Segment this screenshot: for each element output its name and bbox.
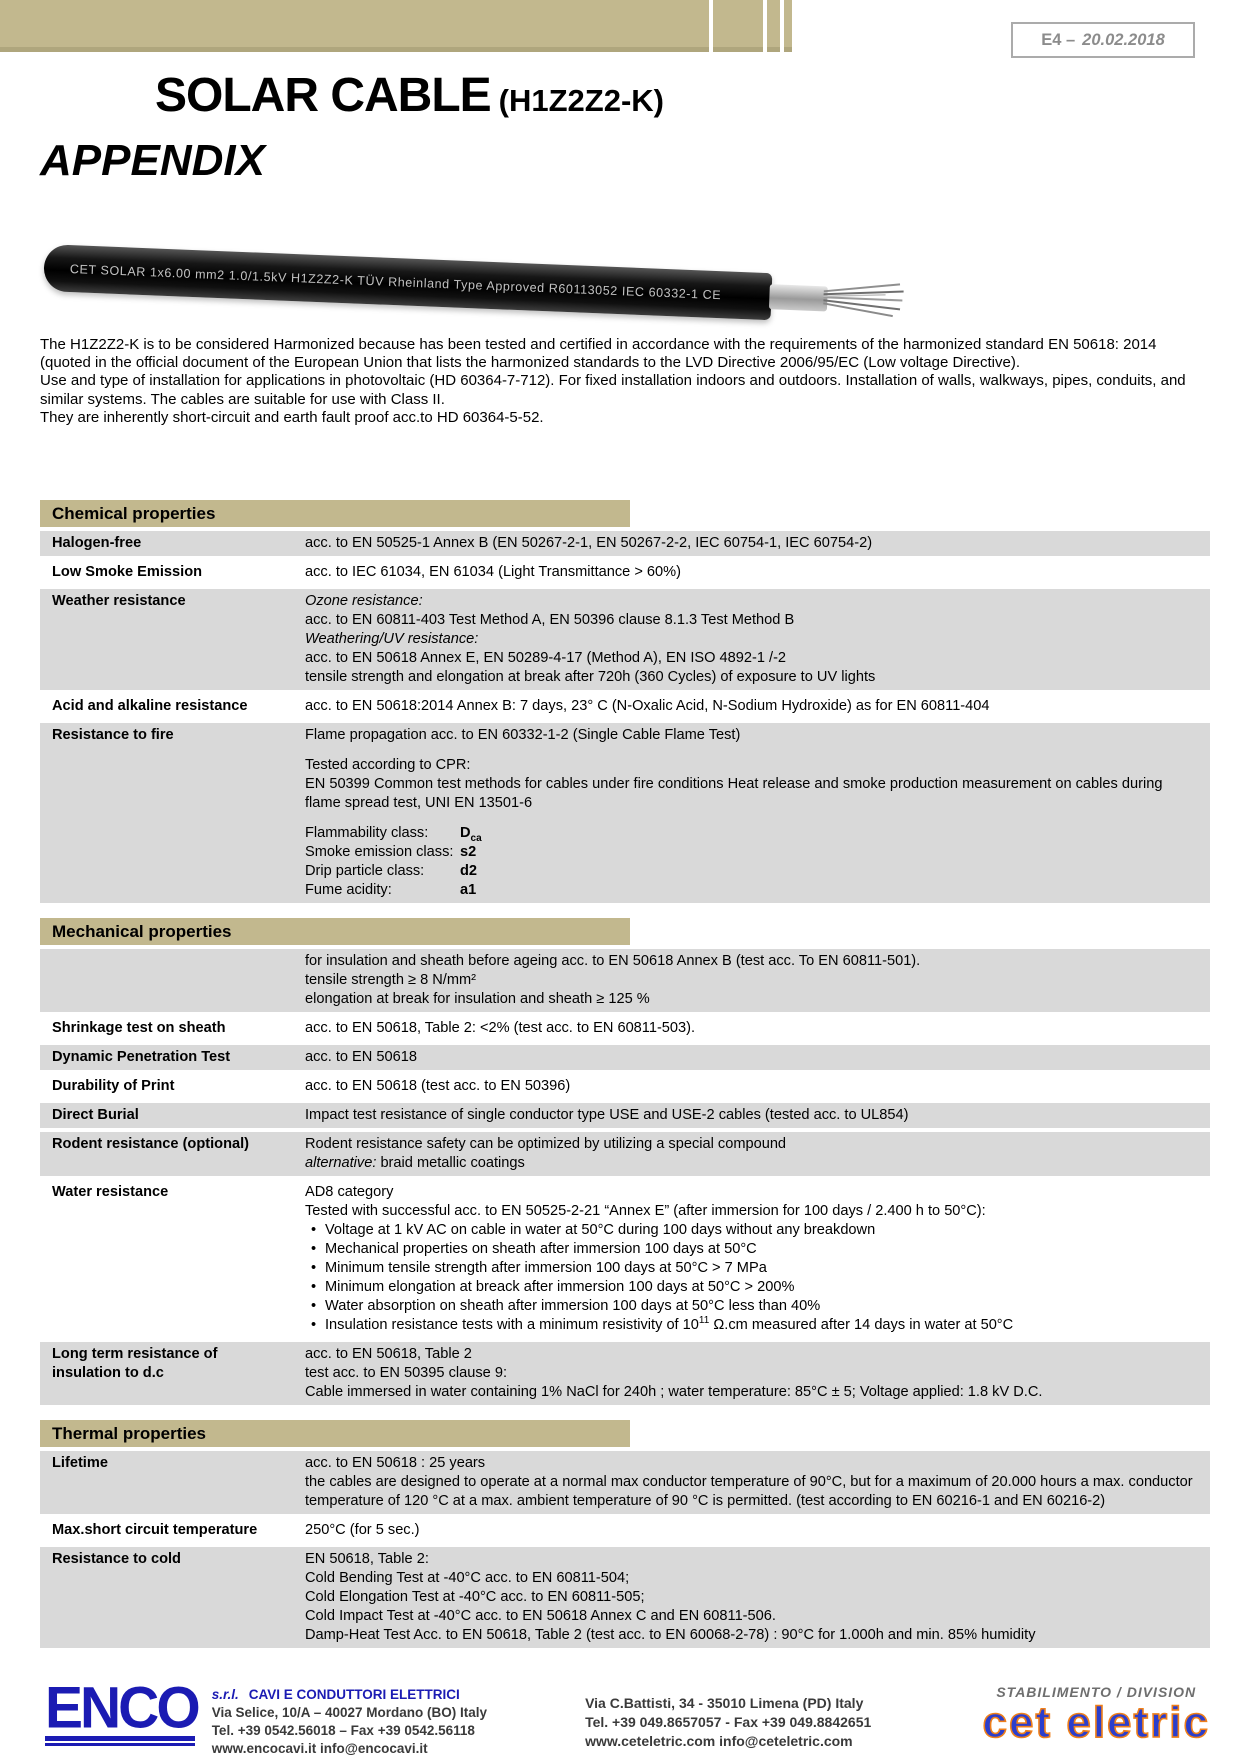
cable-print-text: CET SOLAR 1x6.00 mm2 1.0/1.5kV H1Z2Z2-K TÜV Rheinland Type Approved R60113052 IEC 60332-1 CE [69,261,722,302]
property-name: Low Smoke Emission [52,564,203,580]
property-value-line: Drip particle class: d2 [305,862,478,879]
property-value-line: Tested with successful acc. to EN 50525-2-21 “Annex E” (after immersion for 100 days / 2.400 h to 50°C): [305,1202,986,1219]
property-value [305,723,1210,903]
property-value-line: EN 50399 Common test methods for cables under fire conditions Heat release and smoke production measurement on cables during flame spread test, UNI EN 13501-6 [305,776,1163,811]
section-title: Chemical properties [52,504,216,523]
property-value [305,1451,1210,1514]
enco-web-email: www.encocavi.it info@encocavi.it [211,1740,428,1756]
footer [45,1675,1210,1758]
property-name [40,949,305,1012]
property-value [305,531,1210,556]
property-value-line: • Mechanical properties on sheath after immersion 100 days at 50°C [305,1240,1196,1259]
property-value [305,1180,1210,1338]
property-value-line: elongation at break for insulation and sheath ≥ 125 % [305,990,650,1007]
property-name: Water resistance [52,1183,169,1200]
property-value-line: Flammability class: $D_{ca}$ [305,824,482,844]
table-row [40,531,1210,556]
property-value [305,1518,1210,1543]
property-name: Acid and alkaline resistance [52,698,248,714]
intro-text [40,336,1208,427]
enco-logo-text: ENCO [45,1675,198,1741]
property-value [305,1103,1210,1128]
division-label: STABILIMENTO / DIVISION [996,1684,1197,1700]
section-mechanical-properties [40,918,1210,1405]
property-value-line: Cold Impact Test at -40°C acc. to EN 50618 Annex C and EN 60811-506. [305,1607,776,1624]
property-name: Resistance to fire [52,727,174,743]
table-row [40,589,1210,690]
property-value [305,1547,1210,1648]
property-value-line: 250°C (for 5 sec.) [305,1521,420,1538]
intro-paragraph: They are inherently short-circuit and earth fault proof acc.to HD 60364-5-52. [40,408,544,426]
enco-phone-fax: Tel. +39 0542.56018 – Fax +39 0542.56118 [211,1722,475,1738]
enco-logo [45,1675,198,1758]
property-value [305,1074,1210,1099]
property-value [305,1016,1210,1041]
table-row [40,1342,1210,1405]
property-value-line: acc. to EN 50618 (test acc. to EN 50396) [305,1077,571,1094]
cable-photo [40,228,870,328]
doc-date: 20.02.2018 [1082,30,1165,49]
property-value [305,560,1210,585]
property-name: Weather resistance [52,593,186,609]
property-value-line: Smoke emission class: s2 [305,843,477,860]
property-value-line: for insulation and sheath before ageing acc. to EN 50618 Annex B (test acc. To EN 60811-501). [305,952,921,969]
cable-copper-strands [822,277,904,325]
property-name: Direct Burial [52,1106,139,1123]
property-value-line: AD8 category [305,1183,394,1200]
section-thermal-properties [40,1420,1210,1648]
property-value [305,694,1210,719]
table-row [40,1132,1210,1176]
cet-eletric-logo: cet eletric [982,1698,1210,1747]
intro-paragraph: The H1Z2Z2-K is to be considered Harmonized because has been tested and certified in accordance with the requirements of the harmonized standard EN 50618: 2014 (quoted in the official document of the European Union that lists the harmonized standards to the LVD Directive 2006/95/EC (Low voltage Directive). [40,336,1157,372]
page-subtitle: APPENDIX [40,136,265,185]
table-row [40,949,1210,1012]
cet-web-email: www.ceteletric.com info@ceteletric.com [585,1732,853,1749]
cable-insulation-end [769,284,828,311]
property-value [305,1342,1210,1405]
cet-address: Via C.Battisti, 34 - 35010 Limena (PD) Italy [585,1695,864,1711]
property-value [305,589,1210,690]
property-value-line: acc. to EN 50618:2014 Annex B: 7 days, 23° C (N-Oxalic Acid, N-Sodium Hydroxide) as for EN 60811-404 [305,698,990,714]
table-row [40,1103,1210,1128]
section-header [40,1420,630,1447]
property-value-line: Weathering/UV resistance: [305,631,479,647]
property-value-line: Cold Bending Test at -40°C acc. to EN 60811-504; [305,1569,630,1586]
property-value-line: • Minimum tensile strength after immersion 100 days at 50°C > 7 MPa [305,1259,1196,1278]
doc-code: E4 – [1041,30,1076,49]
property-name: Dynamic Penetration Test [52,1048,231,1065]
property-value-line: • Minimum elongation at breack after immersion 100 days at 50°C > 200% [305,1278,1196,1297]
property-value-line: alternative: braid metallic coatings [305,1154,525,1171]
cet-logo-block [982,1684,1210,1747]
page-title [155,68,664,123]
property-value-line: acc. to EN 50618 : 25 years [305,1454,486,1471]
cable-sheath [43,244,772,320]
accent-bar-segment [0,0,709,52]
title-main: SOLAR CABLE [155,69,491,122]
property-value-line: acc. to EN 50618 [305,1048,417,1065]
property-value-line: acc. to IEC 61034, EN 61034 (Light Transmittance > 60%) [305,564,681,580]
property-value-line: Tested according to CPR: [305,757,471,773]
property-name: Long term resistance of insulation to d.c [52,1345,218,1381]
property-name: Lifetime [52,1454,108,1471]
doc-reference-box [1011,22,1195,58]
property-value [305,949,1210,1012]
property-value-line: acc. to EN 50618, Table 2: <2% (test acc. to EN 60811-503). [305,1019,696,1036]
table-row [40,1074,1210,1099]
property-value-line: Fume acidity: a1 [305,881,477,898]
property-value-line: Cold Elongation Test at -40°C acc. to EN 60811-505; [305,1588,645,1605]
property-name: Durability of Print [52,1077,175,1094]
title-type-code: (H1Z2Z2-K) [498,83,665,118]
table-row [40,1518,1210,1543]
table-row [40,1547,1210,1648]
enco-srl: s.r.l. [211,1687,239,1702]
property-value-line: Ozone resistance: [305,593,423,609]
property-name: Resistance to cold [52,1550,181,1567]
property-value-line: acc. to EN 50618 Annex E, EN 50289-4-17 (Method A), EN ISO 4892-1 /-2 [305,650,787,666]
property-value-line: • Voltage at 1 kV AC on cable in water at 50°C during 100 days without any breakdown [305,1221,1196,1240]
table-row [40,1451,1210,1514]
properties-tables [40,500,1210,1663]
property-value-line: tensile strength and elongation at break after 720h (360 Cycles) of exposure to UV lights [305,669,876,685]
property-value-line: EN 50618, Table 2: [305,1550,429,1567]
table-row [40,694,1210,719]
enco-tagline: CAVI E CONDUTTORI ELETTRICI [248,1687,460,1702]
enco-contact-info [212,1684,487,1758]
property-value-line: Cable immersed in water containing 1% NaCl for 240h ; water temperature: 85°C ± 5; Voltage applied: 1.8 kV D.C. [305,1383,1043,1400]
accent-bar-segment [713,0,763,52]
property-value-line: • Insulation resistance tests with a minimum resistivity of $10^{11}$ Ω.cm measured after 14 days in water at 50°C [305,1316,1196,1335]
property-name: Shrinkage test on sheath [52,1019,226,1036]
table-row [40,723,1210,903]
property-value-line: acc. to EN 50525-1 Annex B (EN 50267-2-1, EN 50267-2-2, IEC 60754-1, IEC 60754-2) [305,535,873,551]
section-header [40,500,630,527]
property-name: Max.short circuit temperature [52,1521,258,1538]
cet-contact-info [585,1694,871,1751]
table-row [40,560,1210,585]
section-chemical-properties [40,500,1210,903]
table-row [40,1045,1210,1070]
section-title: Thermal properties [52,1423,206,1443]
property-value [305,1132,1210,1176]
intro-paragraph: Use and type of installation for applications in photovoltaic (HD 60364-7-712). For fixed installation indoors and outdoors. Installation of walls, walkways, pipes, conduits, and similar systems. The cables are suitable for use with Class II. [40,372,1186,408]
table-row [40,1180,1210,1338]
section-title: Mechanical properties [52,921,232,941]
property-name: Halogen-free [52,535,142,551]
accent-bar-segment [784,0,792,52]
property-value-line: test acc. to EN 50395 clause 9: [305,1364,507,1381]
header-accent-bar [0,0,792,52]
property-value-line: the cables are designed to operate at a normal max conductor temperature of 90°C, but for a maximum of 20.000 hours a max. conductor temperature of 120 °C at a max. ambient temperature of 90 °C is permitted. (test according to EN 60216-1 and EN 60216-2) [305,1473,1193,1509]
property-value [305,1045,1210,1070]
property-value-line: • Water absorption on sheath after immersion 100 days at 50°C less than 40% [305,1297,1196,1316]
enco-company-block [45,1675,488,1758]
property-value-line: Impact test resistance of single conductor type USE and USE-2 cables (tested acc. to UL854) [305,1106,909,1123]
enco-address: Via Selice, 10/A – 40027 Mordano (BO) Italy [211,1704,488,1720]
property-value-line: tensile strength ≥ 8 N/mm² [305,971,477,988]
property-value-line: acc. to EN 50618, Table 2 [305,1345,472,1362]
table-row [40,1016,1210,1041]
property-value-line: Flame propagation acc. to EN 60332-1-2 (Single Cable Flame Test) [305,727,741,743]
property-value-line: Damp-Heat Test Acc. to EN 50618, Table 2 (test acc. to EN 60068-2-78) : 90°C for 1.000h and min. 85% humidity [305,1626,1036,1643]
section-header [40,918,630,945]
property-value-line: acc. to EN 60811-403 Test Method A, EN 50396 clause 8.1.3 Test Method B [305,612,795,628]
accent-bar-segment [767,0,780,52]
property-name: Rodent resistance (optional) [52,1135,250,1152]
cet-phone-fax: Tel. +39 049.8657057 - Fax +39 049.8842651 [585,1713,872,1730]
property-value-line: Rodent resistance safety can be optimized by utilizing a special compound [305,1135,787,1152]
